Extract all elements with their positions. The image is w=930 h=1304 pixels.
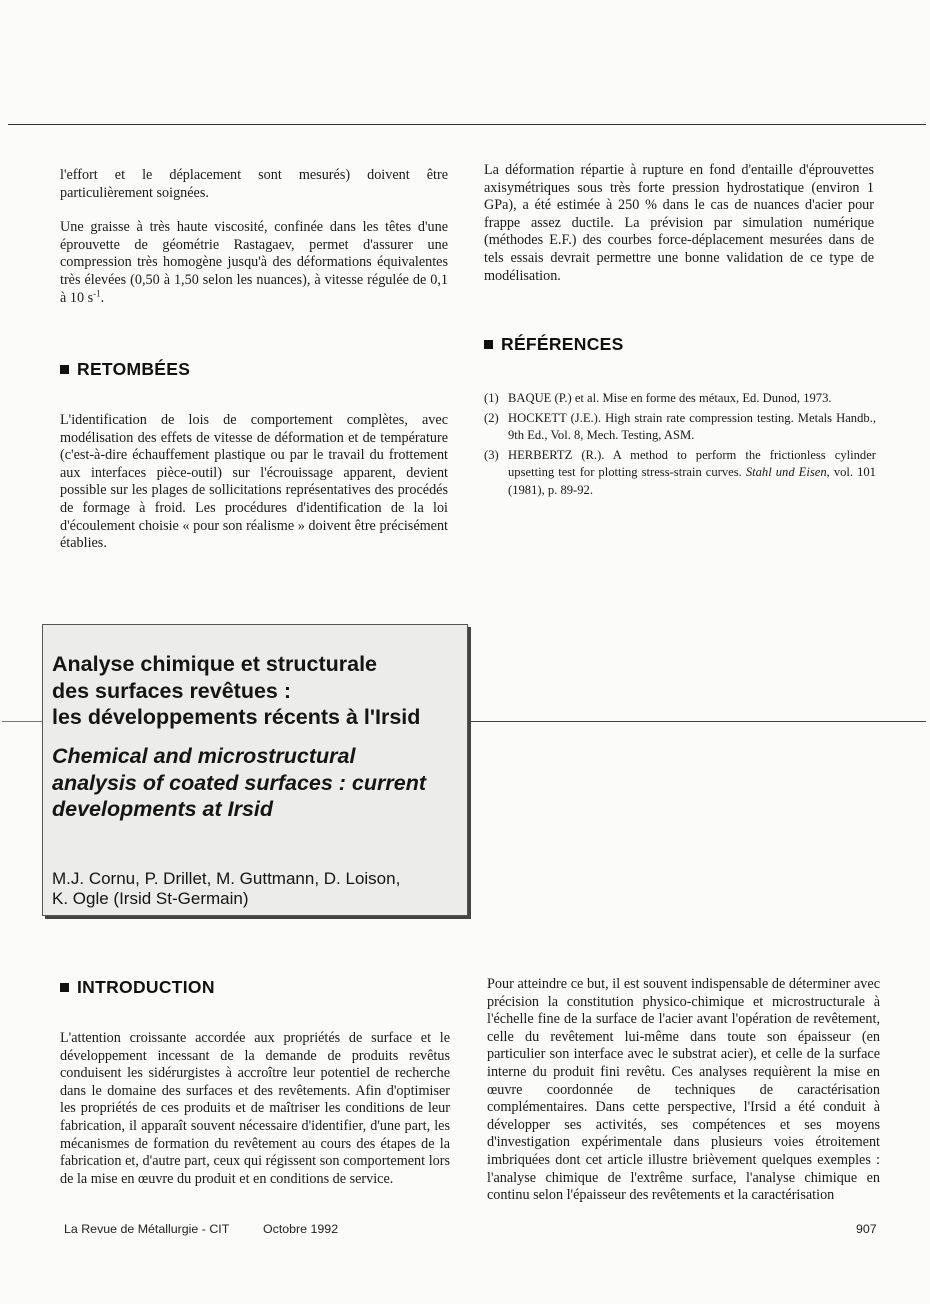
top-left-column — [60, 167, 448, 307]
reference-text-main: BAQUE (P.) et al. Mise en forme des métaux, Ed. Dunod, 1973. — [508, 391, 832, 405]
introduction-right-column — [487, 976, 880, 1205]
title-french-line: des surfaces revêtues : — [52, 678, 292, 703]
introduction-left-column — [60, 1030, 450, 1188]
heading-text: RÉFÉRENCES — [501, 334, 624, 354]
title-english-line: analysis of coated surfaces : current — [52, 770, 427, 795]
box-shadow-bottom — [45, 916, 471, 919]
square-bullet-icon — [60, 365, 69, 374]
article-title-box — [42, 624, 468, 916]
paragraph-graisse-end: . — [100, 289, 105, 306]
exponent: -1 — [93, 287, 101, 298]
paragraph-introduction-2: Pour atteindre ce but, il est souvent indispensable de déterminer avec précision la constitution physico-chimique et microstructurale à l'échelle fine de la surface de l'acier avant l'opération de revêtement, celle du revêtement lui-même dans toute son épaisseur (en particulier son interface avec le substrat acier), et celle de la surface interne du produit fini revêtu. Ces analyses requièrent la mise en œuvre coordonnée de techniques de caractérisation complémentaires. Dans cette perspective, l'Irsid a été conduit à développer ses activités, ses compétences et ses moyens d'investigation expérimentale dans plusieurs voies étroitement imbriquées dont cet article illustre brièvement quelques exemples : l'analyse chimique de l'extrême surface, l'analyse chimique en continu selon l'épaisseur des revêtements et la caractérisation — [487, 976, 880, 1204]
section-heading-references — [484, 334, 624, 355]
title-french-line: Analyse chimique et structurale — [52, 652, 377, 676]
paragraph-deformation: La déformation répartie à rupture en fond d'entaille d'éprouvettes axisymétriques sous très forte pression hydrostatique (environ 1 GPa), a été estimée à 250 % dans le cas de nuances d'acier pour frappe assez ductile. La prévision par simulation numérique (méthodes E.F.) des courbes force-déplacement mesurées dans de tels essais devrait permettre une bonne validation de ce type de modélisation. — [484, 162, 874, 284]
footer-journal: La Revue de Métallurgie - CIT — [64, 1222, 230, 1236]
authors-line: K. Ogle (Irsid St-Germain) — [52, 889, 249, 908]
mid-rule-right — [466, 721, 926, 722]
paragraph-graisse — [60, 219, 448, 307]
title-english-line: developments at Irsid — [52, 797, 274, 821]
reference-text — [508, 410, 876, 445]
reference-number: (2) — [484, 410, 499, 425]
top-rule — [8, 124, 926, 125]
reference-text-main: HOCKETT (J.E.). High strain rate compression testing. Metals Handb., 9th Ed., Vol. 8, Mech. Testing, ASM. — [508, 410, 876, 443]
reference-number: (3) — [484, 447, 499, 462]
reference-list — [484, 390, 876, 502]
title-french-line: les développements récents à l'Irsid — [52, 705, 421, 729]
reference-text-after: vol. 101 (1981), p. 89-92. — [508, 465, 876, 497]
reference-item — [484, 390, 876, 408]
heading-text: RETOMBÉES — [77, 359, 191, 379]
retombees-body — [60, 412, 448, 553]
title-french — [52, 651, 462, 731]
paragraph-graisse-text: Une graisse à très haute viscosité, confinée dans les têtes d'une éprouvette de géométrie Rastagaev, permet d'assurer une compression très homogène jusqu'à des déformations équivalentes très élevées (0,50 à 1,50 selon les nuances), à vitesse régulée de 0,1 à 10 s — [60, 219, 448, 306]
reference-text-main: HERBERTZ (R.). A method to perform the frictionless cylinder upsetting test for plotting stress-strain curves. — [508, 447, 876, 480]
reference-text — [508, 447, 876, 500]
paragraph-retombees: L'identification de lois de comportement complètes, avec modélisation des effets de vitesse de déformation et de température (c'est-à-dire échauffement plastique ou par le travail du frottement aux interfaces pièce-outil) sur l'écrouissage apparent, devient possible sur les plages de sollicitations représentatives des procédés de formage à froid. Les procédures d'identification de la loi d'écoulement choisie « pour son réalisme » doivent être précisément établies. — [60, 412, 448, 552]
section-heading-retombees — [60, 359, 190, 380]
heading-text: INTRODUCTION — [77, 977, 215, 997]
reference-journal: Stahl und Eisen, — [745, 465, 830, 480]
authors — [52, 869, 462, 909]
title-english-line: Chemical and microstructural — [52, 744, 356, 768]
authors-line: M.J. Cornu, P. Drillet, M. Guttmann, D. Loison, — [52, 869, 401, 888]
footer-date: Octobre 1992 — [263, 1222, 339, 1236]
reference-number: (1) — [484, 391, 499, 405]
reference-item — [484, 410, 876, 445]
square-bullet-icon — [484, 340, 493, 349]
reference-text — [508, 390, 876, 408]
paragraph-effort: l'effort et le déplacement sont mesurés) doivent être particulièrement soignées. — [60, 167, 448, 201]
paragraph-introduction-1: L'attention croissante accordée aux propriétés de surface et le développement incessant de la demande de produits revêtus conduisent les sidérurgistes à accroître leur potentiel de recherche dans le domaine des surfaces et des revêtements. Afin d'optimiser les propriétés de ces produits et de maîtriser les conditions de leur fabrication, il apparaît souvent nécessaire d'identifier, d'une part, les mécanismes de formation du revêtement au cours des étapes de la fabrication et, d'autre part, ceux qui régissent son comportement lors de la mise en œuvre du produit et en conditions de service. — [60, 1030, 450, 1187]
mid-rule-left — [2, 721, 42, 722]
reference-item — [484, 447, 876, 500]
page-number: 907 — [856, 1222, 877, 1236]
box-shadow-right — [468, 627, 471, 919]
section-heading-introduction — [60, 977, 215, 998]
square-bullet-icon — [60, 983, 69, 992]
title-english — [52, 743, 462, 823]
top-right-column — [484, 162, 874, 285]
